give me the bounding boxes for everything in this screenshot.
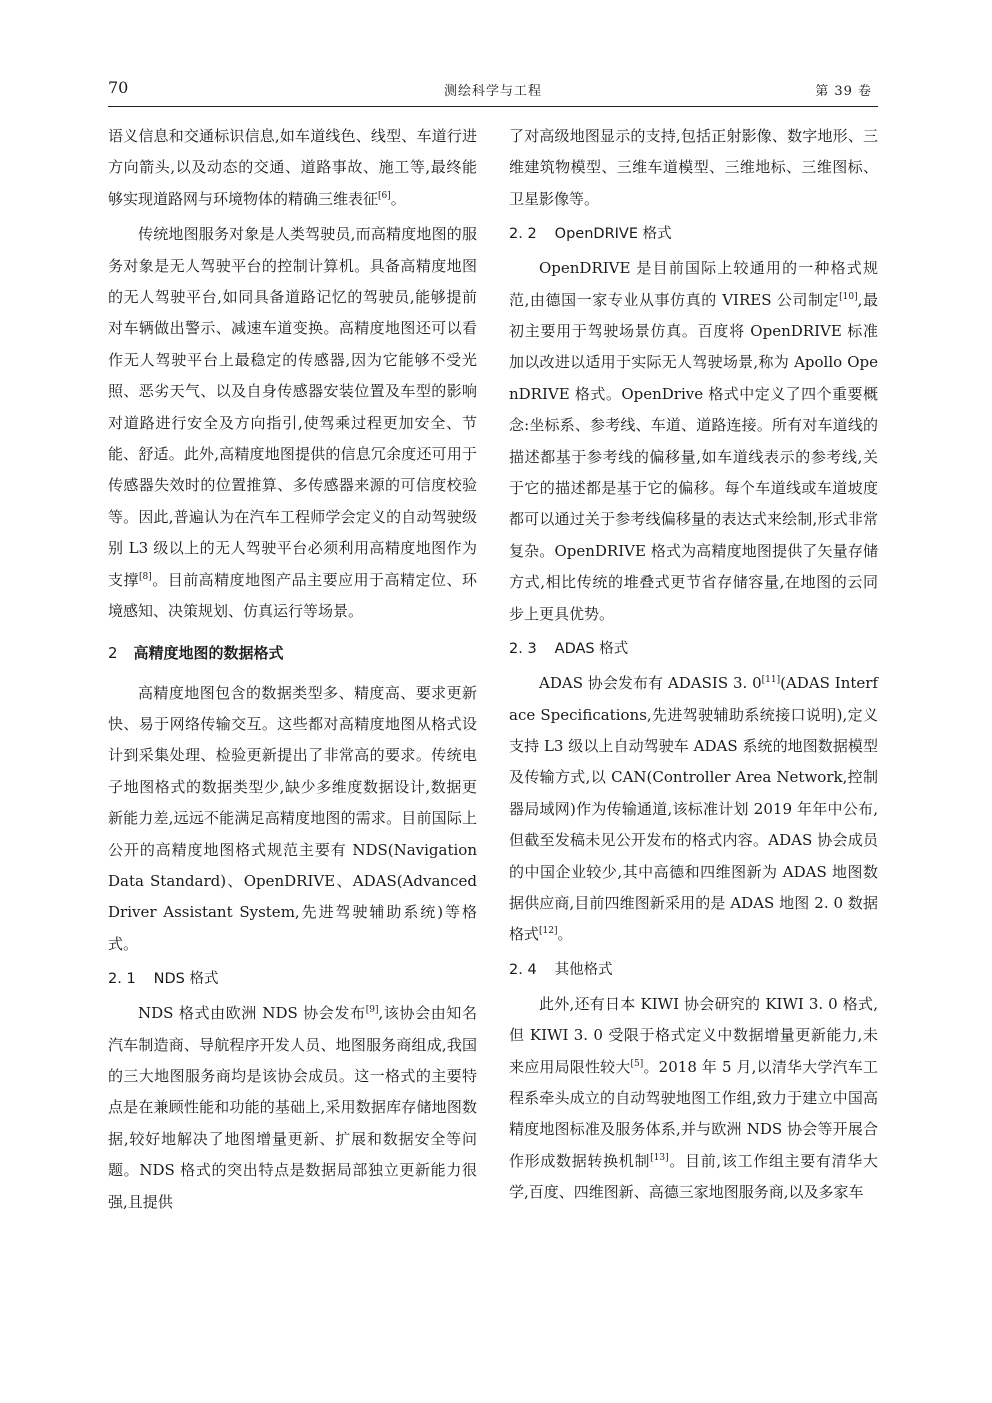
citation[interactable]: [9] [365,1005,379,1016]
paragraph: 传统地图服务对象是人类驾驶员,而高精度地图的服务对象是无人驾驶平台的控制计算机。具备高精度地图的无人驾驶平台,如同具备道路记忆的驾驶员,能够提前对车辆做出警示、减速车道变换。高精度地图还可以看作无人驾驶平台上最稳定的传感器,因为它能够不受光照、恶劣天气、以及自身传感器安装位置及车型的影响对道路进行安全及方向指引,使驾乘过程更加安全、节能、舒适。此外,高精度地图提供的信息冗余度还可用于传感器失效时的位置推算、多传感器来源的可信度校验等。因此,普遍认为在汽车工程师学会定义的自动驾驶级别 L3 级以上的无人驾驶平台必须利用高精度地图作为支撑[8]。目前高精度地图产品主要应用于高精定位、环境感知、决策规划、仿真运行等场景。 [108,225,477,621]
page-number: 70 [108,78,129,97]
section-heading: 2 高精度地图的数据格式 [108,643,284,662]
journal-title: 测绘科学与工程 [443,84,542,99]
right-column [509,121,878,1213]
citation[interactable]: [11] [761,675,781,686]
paragraph: 此外,还有日本 KIWI 协会研究的 KIWI 3. 0 格式,但 KIWI 3. 0 受限于格式定义中数据增量更新能力,未来应用局限性较大[5]。2018 年 5 月,以清华大学汽车工程系牵头成立的自动驾驶地图工作组,致力于建立中国高精度地图标准及服务体系,并与欧洲 NDS 协会等开展合作形成数据转换机制[13]。目前,该工作组主要有清华大学,百度、四维图新、高德三家地图服务商,以及多家车 [509,994,878,1202]
citation[interactable]: [13] [650,1152,669,1163]
subsection-heading: 2. 3 ADAS 格式 [509,641,629,658]
paragraph: ADAS 协会发布有 ADASIS 3. 0[11](ADAS Interface Specifications,先进驾驶辅助系统接口说明),定义支持 L3 级以上自动驾驶车 ADAS 系统的地图数据模型及传输方式,以 CAN(Controller Area Network,控制器局域网)作为传输通道,该标准计划 2019 年年中公布,但截至发稿未见公开发布的格式内容。ADAS 协会成员的中国企业较少,其中高德和四维图新为 ADAS 地图数据供应商,目前四维图新采用的是 ADAS 地图 2. 0 数据格式[12]。 [509,674,878,944]
paragraph: NDS 格式由欧洲 NDS 协会发布[9],该协会由知名汽车制造商、导航程序开发人员、地图服务商组成,我国的三大地图服务商均是该协会成员。这一格式的主要特点是在兼顾性能和功能的基础上,采用数据库存储地图数据,较好地解决了地图增量更新、扩展和数据安全等问题。NDS 格式的突出特点是数据局部独立更新能力很强,且提供 [108,1004,477,1211]
citation[interactable]: [8] [138,571,152,582]
subsection-heading: 2. 1 NDS 格式 [108,971,219,988]
citation[interactable]: [5] [630,1058,644,1069]
paragraph: 语义信息和交通标识信息,如车道线色、线型、车道行进方向箭头,以及动态的交通、道路事故、施工等,最终能够实现道路网与环境物体的精确三维表征[6]。 [108,127,477,208]
volume-label: 第 39 卷 [815,84,872,99]
citation[interactable]: [6] [378,190,391,201]
citation[interactable]: [12] [539,926,558,937]
subsection-heading: 2. 4 其他格式 [509,961,613,978]
subsection-heading: 2. 2 OpenDRIVE 格式 [509,226,672,243]
left-column [108,121,477,1222]
paragraph: 高精度地图包含的数据类型多、精度高、要求更新快、易于网络传输交互。这些都对高精度地图从格式设计到采集处理、检验更新提出了非常高的要求。传统电子地图格式的数据类型少,缺少多维度数据设计,数据更新能力差,远远不能满足高精度地图的需求。目前国际上公开的高精度地图格式规范主要有 NDS(Navigation Data Standard)、OpenDRIVE、ADAS(Advanced Driver Assistant System,先进驾驶辅助系统)等格式。 [108,683,477,953]
paragraph: 了对高级地图显示的支持,包括正射影像、数字地形、三维建筑物模型、三维车道模型、三维地标、三维图标、卫星影像等。 [509,127,878,208]
citation[interactable]: [10] [839,291,858,302]
paragraph: OpenDRIVE 是目前国际上较通用的一种格式规范,由德国一家专业从事仿真的 VIRES 公司制定[10],最初主要用于驾驶场景仿真。百度将 OpenDRIVE 标准加以改进以适用于实际无人驾驶场景,称为 Apollo OpenDRIVE 格式。OpenDrive 格式中定义了四个重要概念:坐标系、参考线、车道、道路连接。所有对车道线的描述都基于参考线的偏移量,如车道线表示的参考线,关于它的描述都是基于它的偏移。每个车道线或车道坡度都可以通过关于参考线偏移量的表达式来绘制,形式非常复杂。OpenDRIVE 格式为高精度地图提供了矢量存储方式,相比传统的堆叠式更节省存储容量,在地图的云同步上更具优势。 [509,259,878,623]
running-header [108,72,878,107]
